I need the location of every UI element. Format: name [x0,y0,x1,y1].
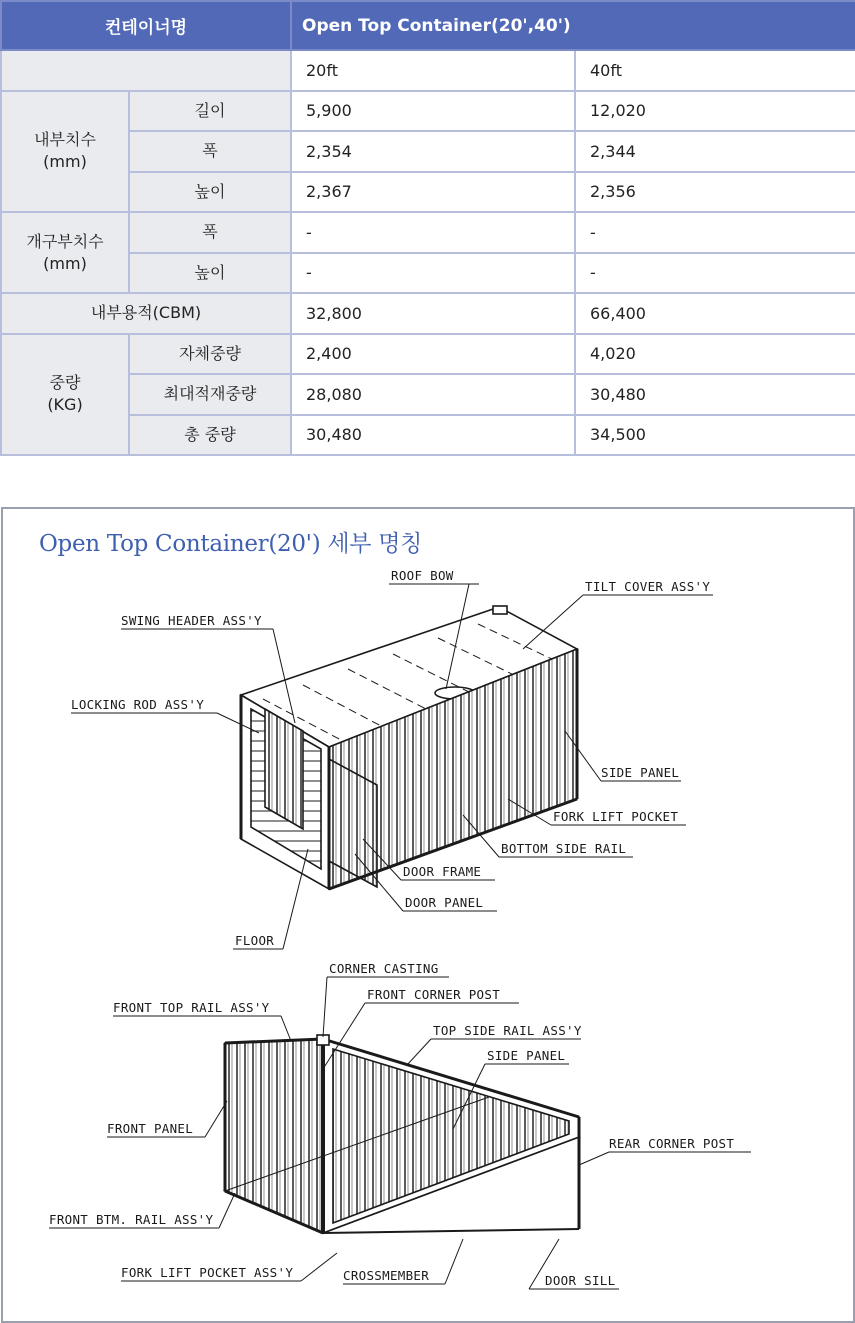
row-label: 길이 [129,91,291,132]
value-20ft: 28,080 [291,374,575,415]
container-spec-table [0,0,855,456]
diagram-title: Open Top Container(20') 세부 명칭 [39,531,423,557]
table-row [1,172,855,213]
value-40ft: 66,400 [575,293,855,334]
label-swing-header: SWING HEADER ASS'Y [121,613,262,628]
row-label: 폭 [129,131,291,172]
label-door-frame: DOOR FRAME [403,864,482,879]
label-door-panel: DOOR PANEL [405,895,484,910]
value-40ft: 2,356 [575,172,855,213]
size-row [1,50,855,91]
label-crossmember: CROSSMEMBER [343,1268,430,1283]
value-20ft: 2,354 [291,131,575,172]
value-20ft: - [291,253,575,294]
table-row [1,293,855,334]
label-bottom-side-rail: BOTTOM SIDE RAIL [501,841,627,856]
header-container-title: Open Top Container(20',40') [291,1,855,50]
size-20ft: 20ft [291,50,575,91]
container-frame-drawing [225,1035,579,1233]
value-20ft: 30,480 [291,415,575,456]
container-diagram [3,509,853,1321]
size-40ft: 40ft [575,50,855,91]
group-weight: 중량 (KG) [1,334,129,456]
label-tilt-cover: TILT COVER ASS'Y [585,579,711,594]
value-40ft: - [575,212,855,253]
size-row-blank [1,50,291,91]
header-container-name-label: 컨테이너명 [1,1,291,50]
value-20ft: 2,400 [291,334,575,375]
row-label: 내부용적(CBM) [1,293,291,334]
label-front-top-rail: FRONT TOP RAIL ASS'Y [113,1000,270,1015]
label-front-panel: FRONT PANEL [107,1121,194,1136]
label-fork-lift-pocket-assy: FORK LIFT POCKET ASS'Y [121,1265,294,1280]
label-side-panel-top: SIDE PANEL [601,765,680,780]
table-row [1,334,855,375]
label-rear-corner-post: REAR CORNER POST [609,1136,735,1151]
row-label: 폭 [129,212,291,253]
value-20ft: 5,900 [291,91,575,132]
row-label: 자체중량 [129,334,291,375]
value-40ft: - [575,253,855,294]
row-label: 최대적재중량 [129,374,291,415]
table-row [1,131,855,172]
value-40ft: 30,480 [575,374,855,415]
value-40ft: 4,020 [575,334,855,375]
table-row [1,374,855,415]
value-40ft: 12,020 [575,91,855,132]
label-front-btm-rail: FRONT BTM. RAIL ASS'Y [49,1212,214,1227]
table-row [1,253,855,294]
label-roof-bow: ROOF BOW [391,568,454,583]
label-corner-casting: CORNER CASTING [329,961,439,976]
label-side-panel-bottom: SIDE PANEL [487,1048,566,1063]
row-label: 높이 [129,253,291,294]
row-label: 높이 [129,172,291,213]
label-locking-rod: LOCKING ROD ASS'Y [71,697,205,712]
value-20ft: 2,367 [291,172,575,213]
group-internal-dimensions: 내부치수 (mm) [1,91,129,213]
table-row [1,212,855,253]
value-40ft: 2,344 [575,131,855,172]
label-top-side-rail: TOP SIDE RAIL ASS'Y [433,1023,582,1038]
value-20ft: - [291,212,575,253]
row-label: 총 중량 [129,415,291,456]
label-floor: FLOOR [235,933,275,948]
table-row [1,415,855,456]
value-20ft: 32,800 [291,293,575,334]
table-row [1,91,855,132]
label-door-sill: DOOR SILL [545,1273,616,1288]
label-fork-lift-pocket-top: FORK LIFT POCKET [553,809,679,824]
group-opening-dimensions: 개구부치수 (mm) [1,212,129,293]
table-header-row [1,1,855,50]
diagram-panel [1,507,855,1323]
value-40ft: 34,500 [575,415,855,456]
label-front-corner-post: FRONT CORNER POST [367,987,501,1002]
